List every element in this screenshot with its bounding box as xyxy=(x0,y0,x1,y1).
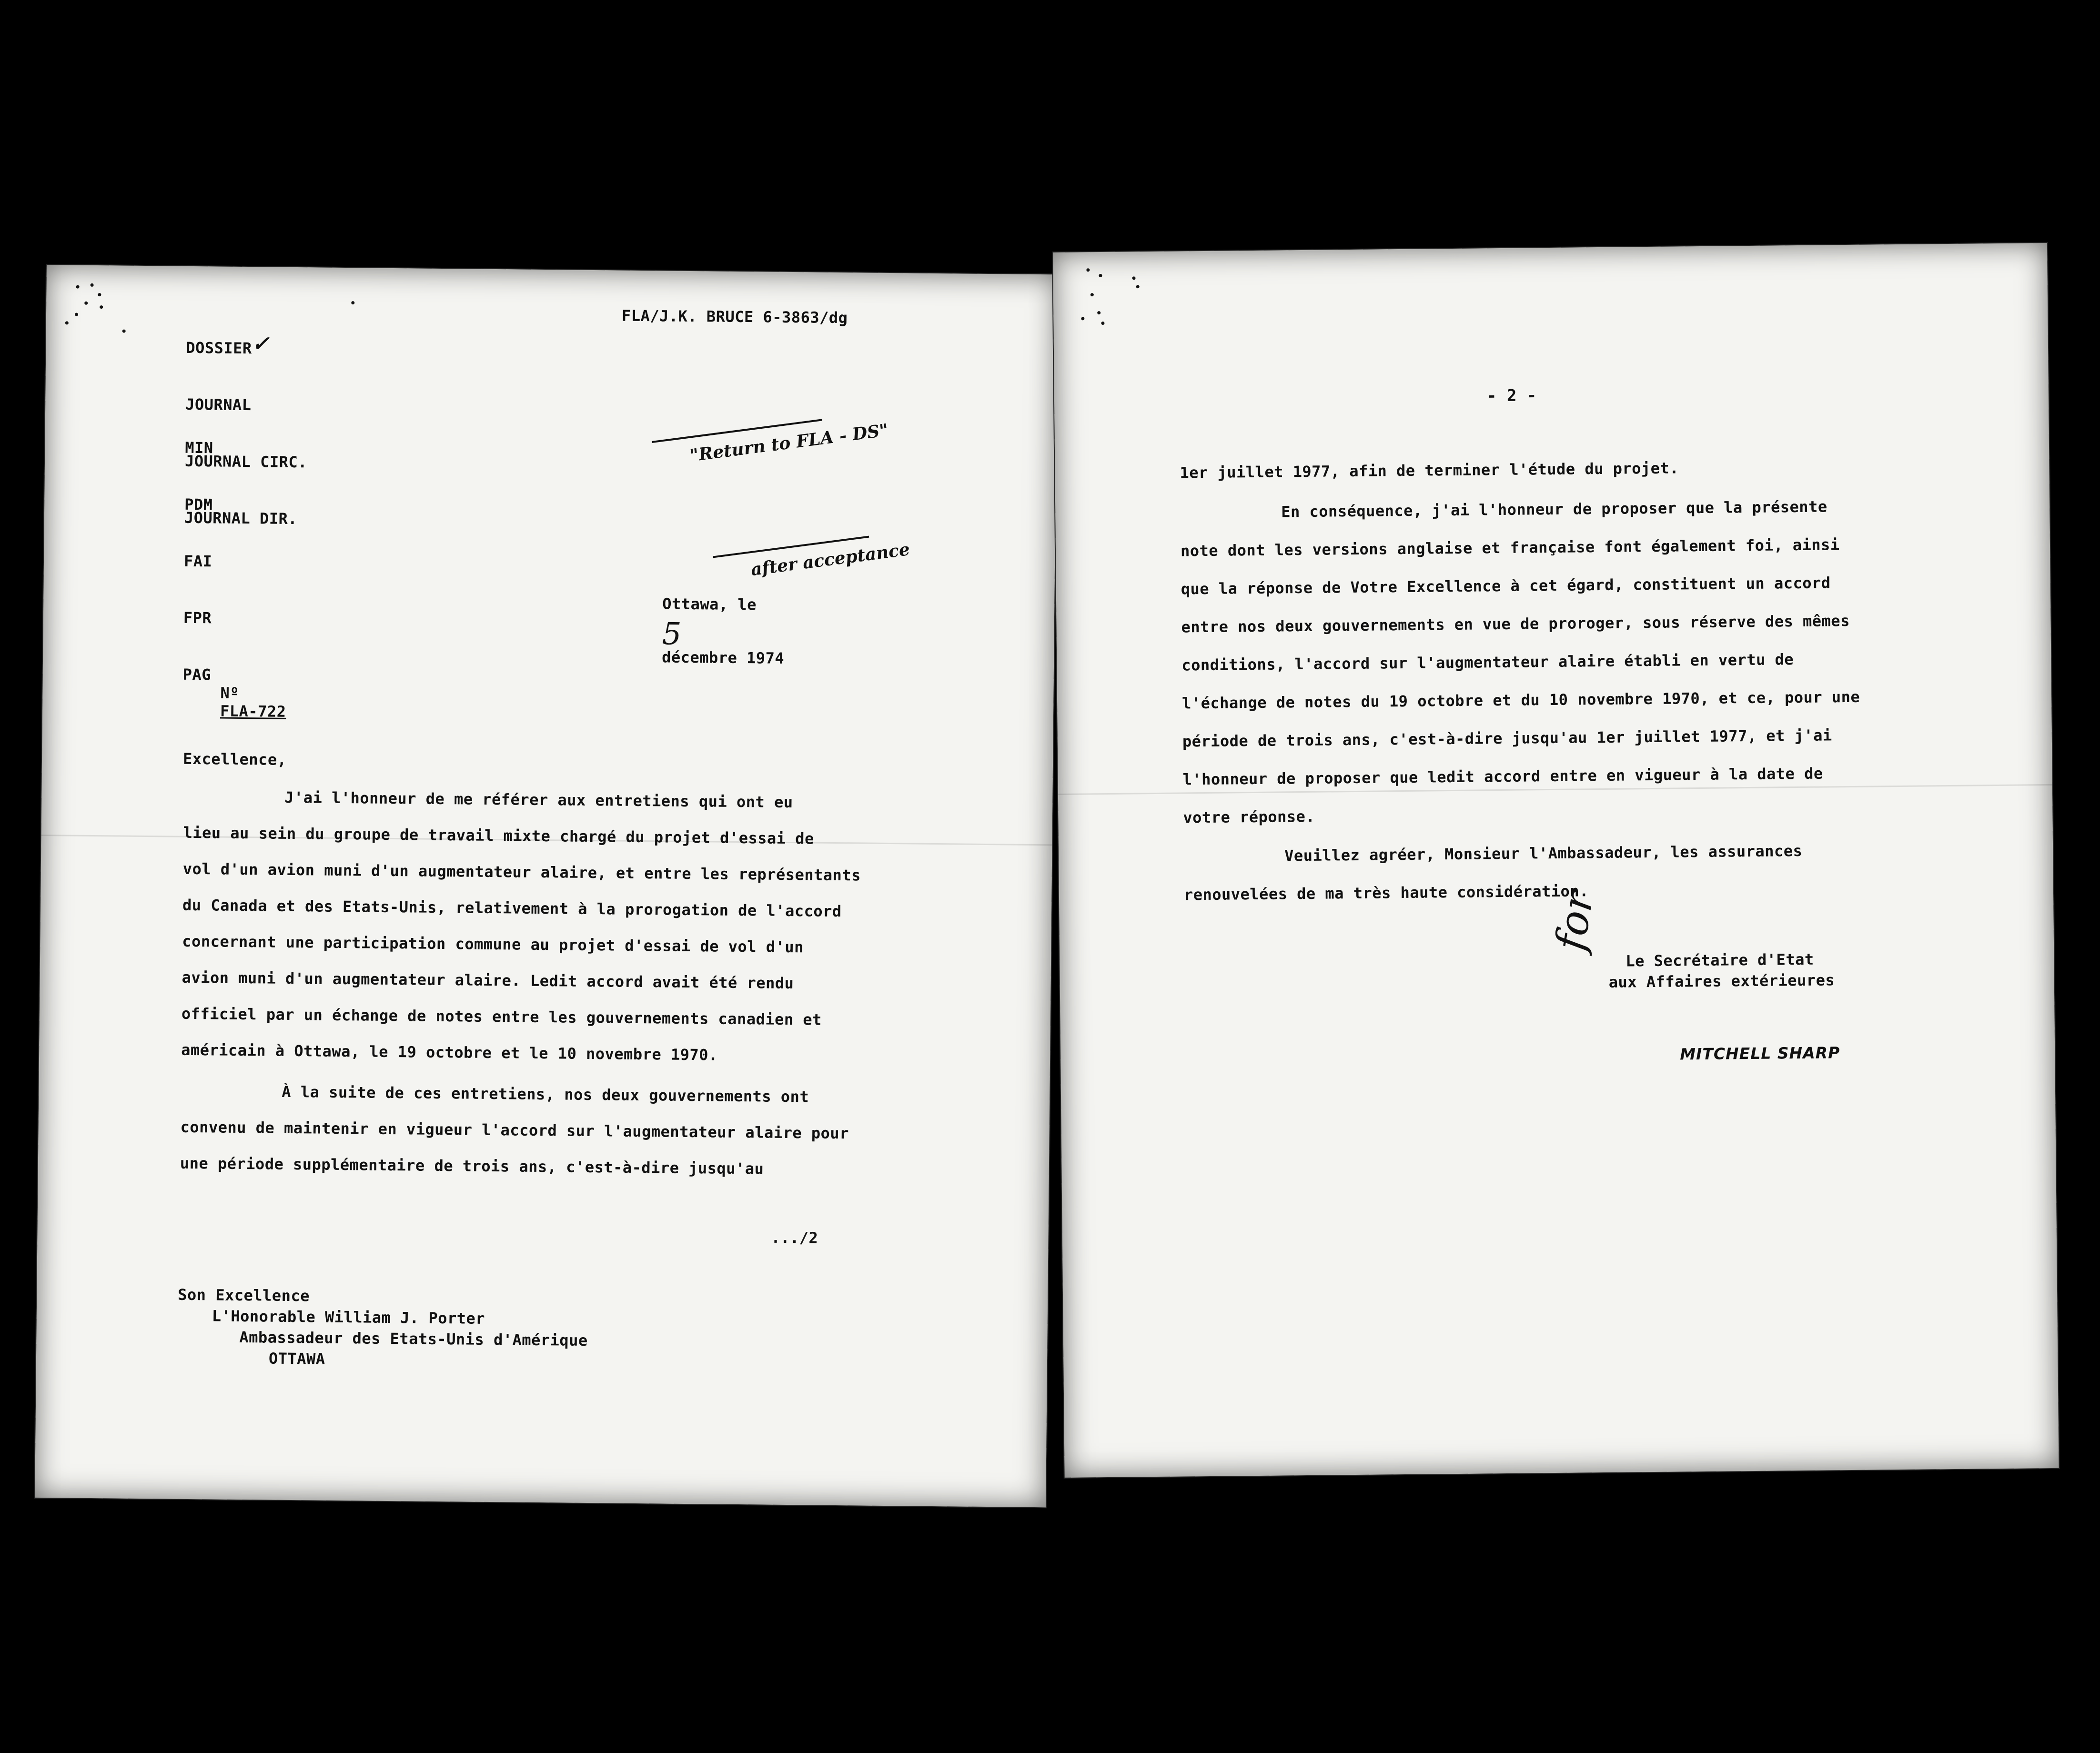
addressee-line: Ambassadeur des Etats-Unis d'Amérique xyxy=(239,1328,588,1350)
addressee-line: L'Honorable William J. Porter xyxy=(212,1307,485,1328)
body-line: américain à Ottawa, le 19 octobre et le 10 novembre 1970. xyxy=(181,1040,718,1064)
body-line: renouvelées de ma très haute considération. xyxy=(1183,882,1589,904)
body-line: que la réponse de Votre Excellence à cet égard, constituent un accord xyxy=(1181,574,1831,598)
scan-specks xyxy=(47,265,1058,274)
letter-page-2 xyxy=(1053,243,2059,1478)
body-line: À la suite de ces entretiens, nos deux gouvernements ont xyxy=(282,1082,809,1106)
signatory-name: MITCHELL SHARP xyxy=(1680,1043,1840,1064)
note-number xyxy=(182,665,286,739)
office-item: FPR xyxy=(183,608,212,627)
office-item: MIN xyxy=(185,438,213,457)
body-line: entre nos deux gouvernements en vue de proroger, sous réserve des mêmes xyxy=(1181,611,1850,636)
note-number-prefix: Nº xyxy=(220,684,240,702)
signatory-title-line: Le Secrétaire d'Etat xyxy=(1625,950,1814,970)
handwritten-initials: for xyxy=(1546,887,1604,954)
body-line: J'ai l'honneur de me référer aux entretiens qui ont eu xyxy=(284,788,793,812)
body-line: lieu au sein du groupe de travail mixte chargé du projet d'essai de xyxy=(183,823,814,848)
addressee-line: Son Excellence xyxy=(178,1285,310,1305)
body-line: votre réponse. xyxy=(1183,807,1315,827)
handwritten-note-line1: "Return to FLA - DS" xyxy=(688,420,890,466)
distribution-item: JOURNAL xyxy=(185,395,252,414)
office-item: FAI xyxy=(183,552,212,571)
body-line: du Canada et des Etats-Unis, relativement à la prorogation de l'accord xyxy=(182,896,842,921)
body-line: l'échange de notes du 19 octobre et du 10 novembre 1970, et ce, pour une xyxy=(1181,687,1860,713)
letter-date xyxy=(624,576,785,685)
body-line: En conséquence, j'ai l'honneur de proposer que la présente xyxy=(1281,497,1827,521)
signatory-title-line: aux Affaires extérieures xyxy=(1608,971,1835,991)
file-reference: FLA/J.K. BRUCE 6-3863/dg xyxy=(621,306,848,327)
note-number-value: FLA-722 xyxy=(220,702,286,721)
body-line: Veuillez agréer, Monsieur l'Ambassadeur, les assurances xyxy=(1284,841,1803,865)
scan-specks xyxy=(1053,243,2047,252)
body-line: avion muni d'un augmentateur alaire. Ledit accord avait été rendu xyxy=(182,968,794,993)
body-line: période de trois ans, c'est-à-dire jusqu'au 1er juillet 1977, et j'ai xyxy=(1182,726,1832,751)
body-line: l'honneur de proposer que ledit accord entre en vigueur à la date de xyxy=(1182,764,1823,789)
salutation: Excellence, xyxy=(182,749,287,769)
body-line: vol d'un avion muni d'un augmentateur alaire, et entre les représentants xyxy=(182,859,861,885)
continuation-marker: .../2 xyxy=(771,1228,818,1247)
addressee-line: OTTAWA xyxy=(268,1349,325,1368)
body-line: 1er juillet 1977, afin de terminer l'étude du projet. xyxy=(1180,459,1679,482)
body-line: concernant une participation commune au projet d'essai de vol d'un xyxy=(182,932,804,957)
letter-page-1 xyxy=(35,265,1058,1507)
date-prefix: Ottawa, le xyxy=(662,594,757,614)
checkmark-icon: ✓ xyxy=(252,332,270,356)
handwritten-note-line2: after acceptance xyxy=(749,539,911,580)
page-number: - 2 - xyxy=(1486,386,1537,406)
body-line: conditions, l'accord sur l'augmentateur alaire établi en vertu de xyxy=(1181,650,1794,675)
body-line: convenu de maintenir en vigueur l'accord sur l'augmentateur alaire pour xyxy=(180,1118,849,1143)
body-line: note dont les versions anglaise et française font également foi, ainsi xyxy=(1180,535,1840,560)
distribution-item: JOURNAL CIRC. xyxy=(184,452,308,472)
distribution-item: JOURNAL DIR. xyxy=(184,508,298,528)
body-line: officiel par un échange de notes entre les gouvernements canadien et xyxy=(181,1004,822,1029)
distribution-item: DOSSIER xyxy=(186,338,252,358)
body-line: une période supplémentaire de trois ans, c'est-à-dire jusqu'au xyxy=(180,1154,764,1178)
office-item: PAG xyxy=(182,665,212,684)
office-item: PDM xyxy=(184,495,213,514)
date-suffix: décembre 1974 xyxy=(662,648,785,667)
date-day-handwritten: 5 xyxy=(662,616,682,652)
